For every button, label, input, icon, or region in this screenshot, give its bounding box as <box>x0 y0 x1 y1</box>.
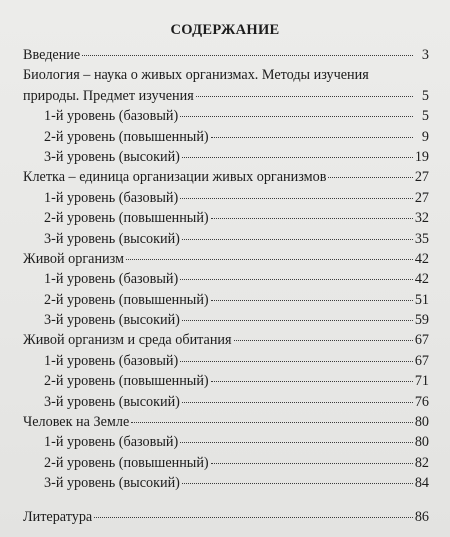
dot-leader <box>82 55 413 56</box>
toc-subentry <box>23 453 429 473</box>
dot-leader <box>182 239 413 240</box>
toc-entry-living-organism <box>23 249 429 269</box>
toc-page-number: 51 <box>414 291 429 308</box>
dot-leader <box>180 361 413 362</box>
toc-subentry <box>23 371 429 391</box>
toc-entry-human-on-earth <box>23 412 429 432</box>
toc-page-number: 32 <box>414 210 429 227</box>
toc-page-number: 3 <box>421 47 429 63</box>
toc-subentry <box>23 106 429 126</box>
dot-leader <box>182 320 413 321</box>
toc-page-number: 19 <box>414 148 429 165</box>
table-of-contents <box>23 45 429 527</box>
toc-entry-label: 3-й уровень (высокий) <box>44 148 180 165</box>
toc-entry-label: 1-й уровень (базовый) <box>44 434 179 451</box>
toc-entry-label: 3-й уровень (высокий) <box>44 230 180 247</box>
dot-leader <box>180 116 413 117</box>
toc-subentry <box>23 290 429 310</box>
toc-subentry <box>23 473 429 493</box>
toc-page-number: 76 <box>414 393 429 410</box>
dot-leader <box>180 442 413 443</box>
toc-entry-label: 2-й уровень (повышенный) <box>44 210 209 227</box>
toc-entry-label: 3-й уровень (высокий) <box>44 475 180 492</box>
toc-subentry <box>23 351 429 371</box>
toc-entry-label: 3-й уровень (высокий) <box>44 312 180 329</box>
toc-subentry <box>23 208 429 228</box>
toc-entry-biology <box>23 86 429 106</box>
toc-page-number: 67 <box>414 332 429 349</box>
toc-page-number: 5 <box>421 108 429 125</box>
toc-entry-label: Живой организм <box>23 250 125 267</box>
toc-subentry <box>23 127 429 147</box>
toc-page-number: 80 <box>414 414 429 431</box>
toc-page-number: 80 <box>414 434 429 451</box>
toc-entry-label: Клетка – единица организации живых организмов <box>23 169 327 186</box>
toc-entry-label: 1-й уровень (базовый) <box>44 271 179 288</box>
dot-leader <box>211 463 413 464</box>
toc-page-number: 9 <box>421 128 429 145</box>
toc-entry-label: 1-й уровень (базовый) <box>44 189 179 206</box>
toc-page-number: 67 <box>414 352 429 369</box>
toc-entry-label: Человек на Земле <box>23 414 130 431</box>
toc-entry-label-line1: Биология – наука о живых организмах. Методы изучения <box>23 67 369 84</box>
toc-subentry <box>23 269 429 289</box>
toc-entry-label: 2-й уровень (повышенный) <box>44 128 209 145</box>
toc-subentry <box>23 147 429 167</box>
toc-entry-label: 2-й уровень (повышенный) <box>44 454 209 471</box>
dot-leader <box>182 402 413 403</box>
dot-leader <box>234 340 413 341</box>
dot-leader <box>126 259 413 260</box>
dot-leader <box>182 483 413 484</box>
dot-leader <box>180 279 413 280</box>
dot-leader <box>328 177 412 178</box>
toc-entry-label: Введение <box>23 47 81 63</box>
toc-page-number: 27 <box>414 189 429 206</box>
toc-page-number: 42 <box>414 271 429 288</box>
toc-subentry <box>23 229 429 249</box>
toc-entry-label: Живой организм и среда обитания <box>23 332 232 349</box>
toc-entry-label: 1-й уровень (базовый) <box>44 108 179 125</box>
toc-subentry <box>23 310 429 330</box>
dot-leader <box>211 381 413 382</box>
toc-entry-label: природы. Предмет изучения <box>23 87 194 104</box>
dot-leader <box>196 96 413 97</box>
toc-entry-organism-environment <box>23 330 429 350</box>
toc-subentry <box>23 392 429 412</box>
toc-entry-cell <box>23 167 429 187</box>
toc-entry-label: 2-й уровень (повышенный) <box>44 291 209 308</box>
toc-page-number: 59 <box>414 312 429 329</box>
dot-leader <box>182 157 413 158</box>
dot-leader <box>180 198 413 199</box>
toc-subentry <box>23 432 429 452</box>
dot-leader <box>211 218 413 219</box>
toc-page-number: 71 <box>414 373 429 390</box>
toc-entry-label: 1-й уровень (базовый) <box>44 352 179 369</box>
toc-page-number: 84 <box>414 475 429 492</box>
toc-entry-literature <box>23 507 429 527</box>
toc-entry-label: Литература <box>23 508 93 525</box>
dot-leader <box>211 137 413 138</box>
toc-page-number: 27 <box>414 169 429 186</box>
toc-page-number: 86 <box>414 508 429 525</box>
toc-page-number: 35 <box>414 230 429 247</box>
toc-page-number: 82 <box>414 454 429 471</box>
dot-leader <box>131 422 413 423</box>
toc-page-number: 42 <box>414 250 429 267</box>
dot-leader <box>94 517 413 518</box>
toc-entry-label: 2-й уровень (повышенный) <box>44 373 209 390</box>
toc-entry-label: 3-й уровень (высокий) <box>44 393 180 410</box>
page-title: СОДЕРЖАНИЕ <box>170 22 280 38</box>
toc-page-number: 5 <box>421 87 429 104</box>
dot-leader <box>211 300 413 301</box>
toc-subentry <box>23 188 429 208</box>
toc-entry-introduction <box>23 45 429 65</box>
